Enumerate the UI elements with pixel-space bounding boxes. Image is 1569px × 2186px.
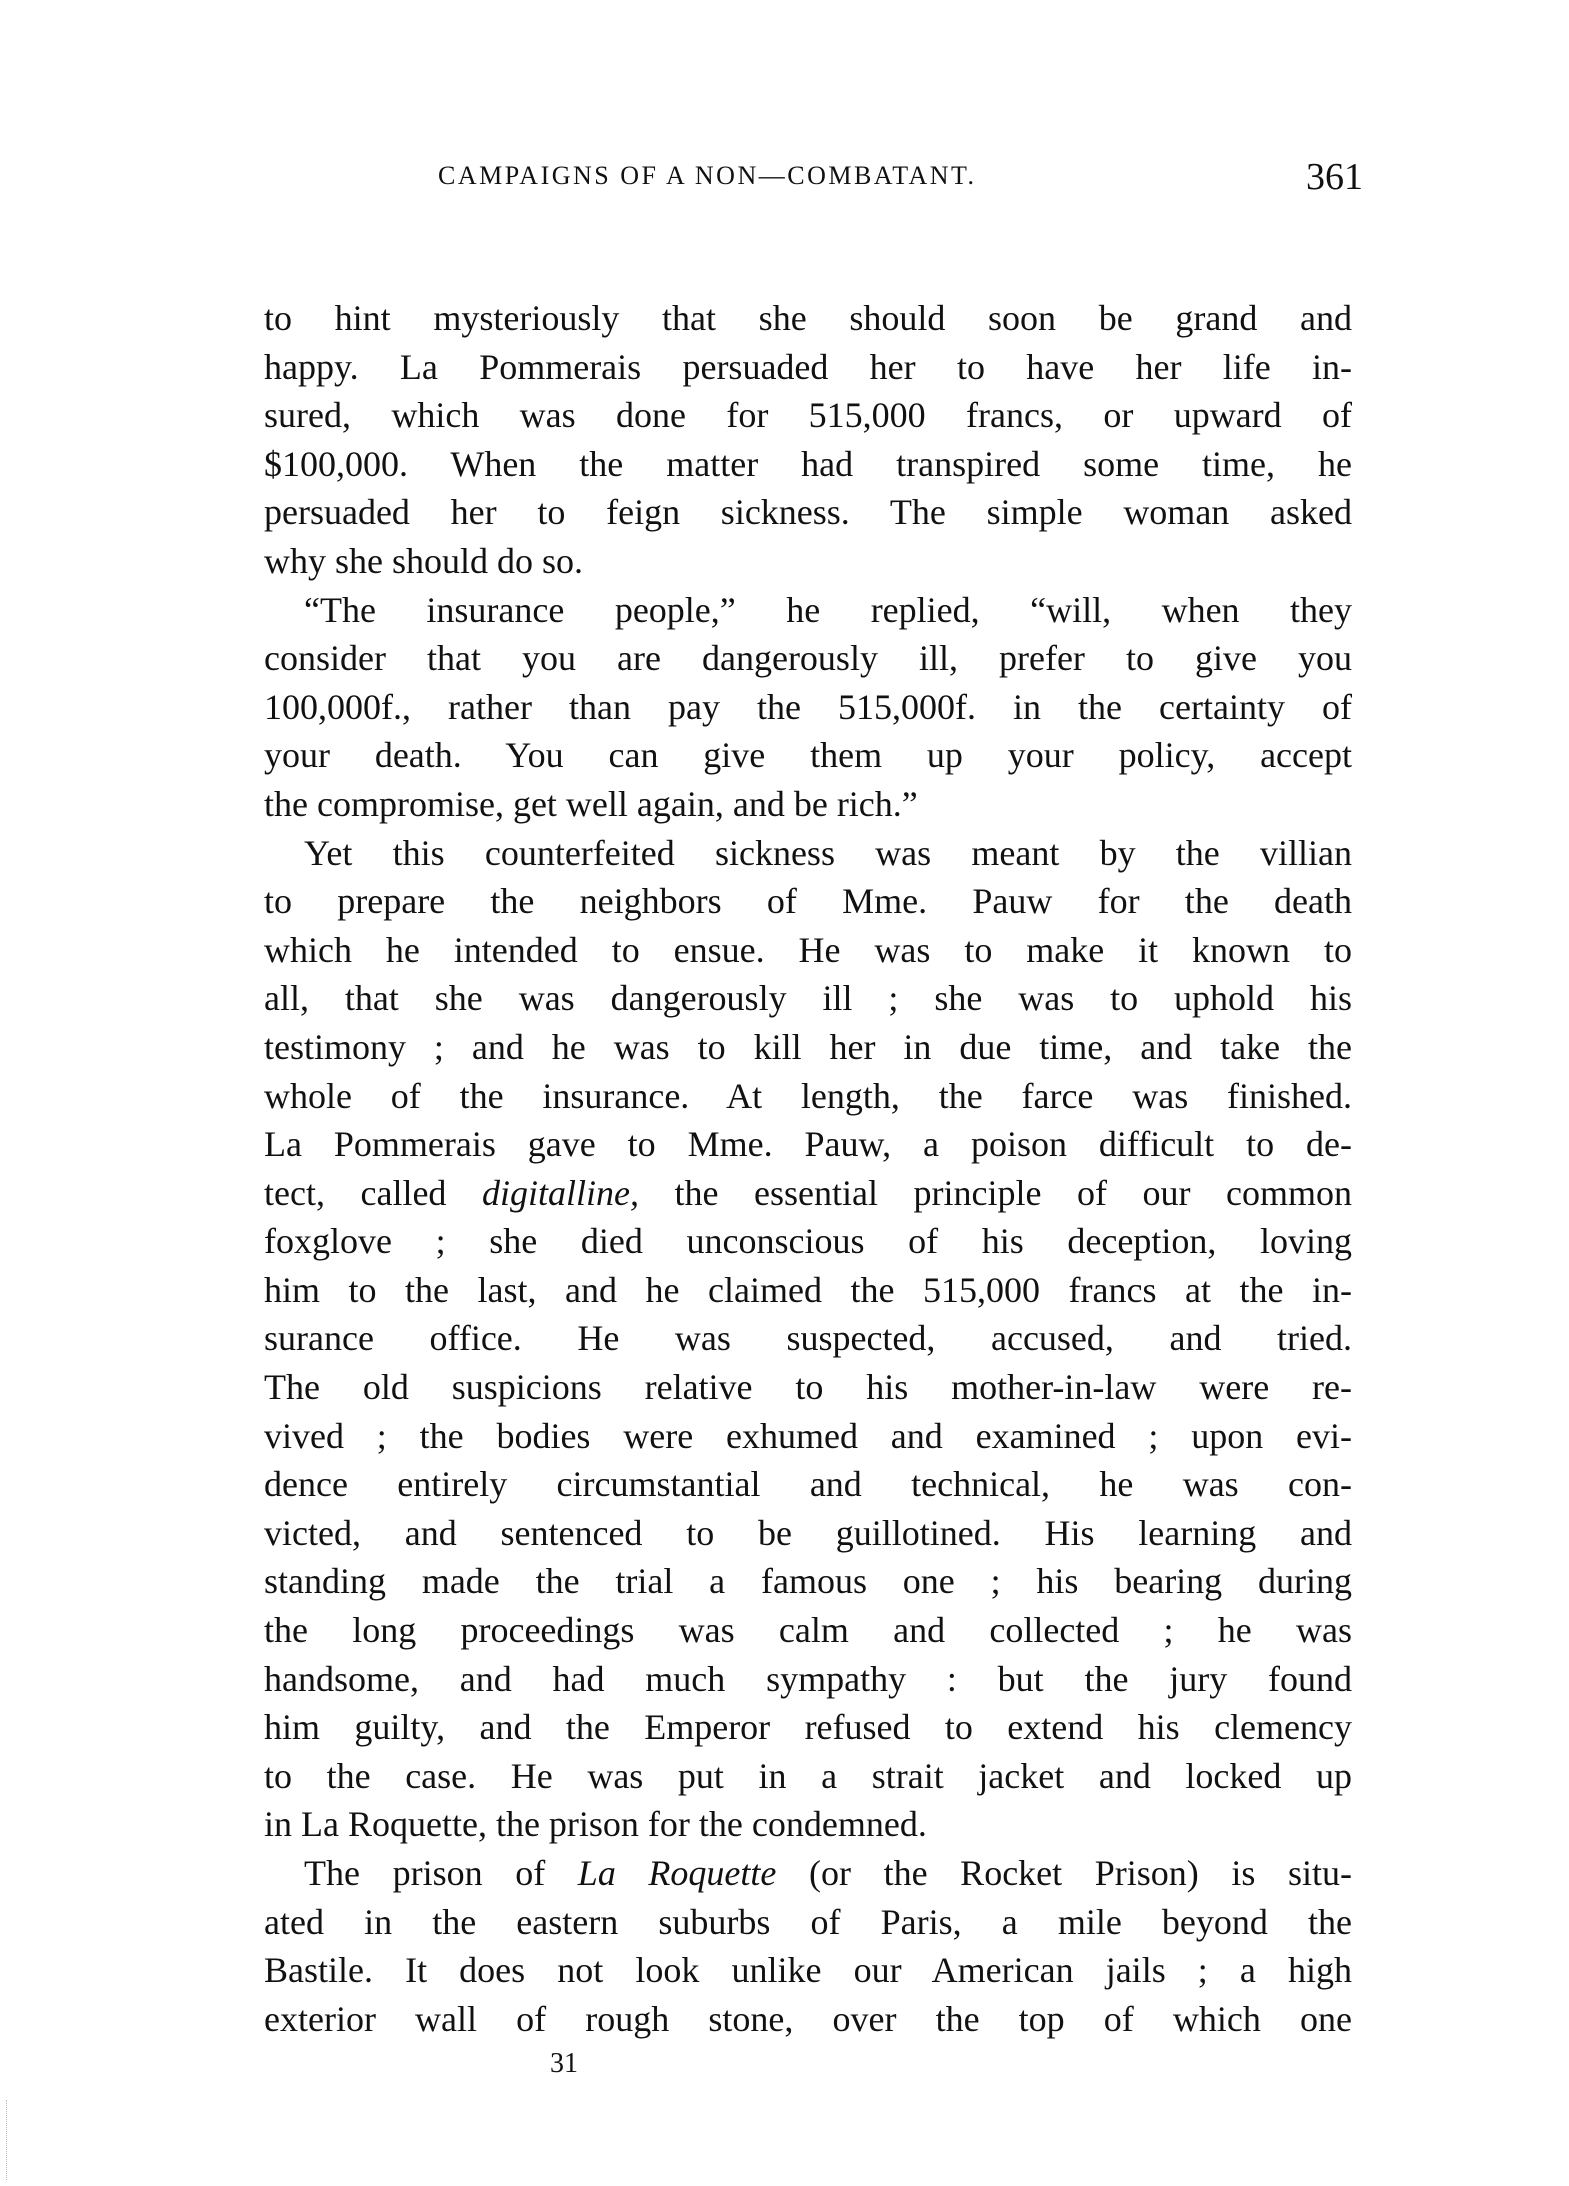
running-title: CAMPAIGNS OF A NON—COMBATANT. [438, 161, 977, 190]
text-line: testimony ; and he was to kill her in due time, and take the [264, 1026, 1352, 1067]
text-line: all, that she was dangerously ill ; she was to uphold his [264, 978, 1352, 1019]
text-line: “The insurance people,” he replied, “will, when they [304, 589, 1352, 630]
text-line: the long proceedings was calm and collected ; he was [264, 1610, 1352, 1651]
text-line: to prepare the neighbors of Mme. Pauw for the death [264, 881, 1352, 922]
text-line: 100,000f., rather than pay the 515,000f. in the certainty of [264, 686, 1352, 727]
text-line: Yet this counterfeited sickness was meant by the villian [304, 832, 1352, 873]
text-line: La Pommerais gave to Mme. Pauw, a poison difficult to de- [264, 1124, 1352, 1165]
text-line: happy. La Pommerais persuaded her to have her life in- [264, 346, 1352, 387]
text-line: The old suspicions relative to his mother-in-law were re- [264, 1367, 1352, 1408]
text-line: Bastile. It does not look unlike our American jails ; a high [264, 1950, 1352, 1991]
text-line: foxglove ; she died unconscious of his deception, loving [264, 1221, 1352, 1262]
text-line: him guilty, and the Emperor refused to extend his clemency [264, 1707, 1352, 1748]
text-line: $100,000. When the matter had transpired some time, he [264, 443, 1352, 484]
text-line: ated in the eastern suburbs of Paris, a mile beyond the [264, 1901, 1352, 1942]
text-line: why she should do so. [264, 540, 584, 581]
text-line: victed, and sentenced to be guillotined. His learning and [264, 1512, 1352, 1553]
page-number: 361 [1306, 156, 1363, 198]
text-segment: The prison of [304, 1853, 578, 1893]
text-line: vived ; the bodies were exhumed and examined ; upon evi- [264, 1415, 1352, 1456]
italic-term: La Roquette [577, 1853, 777, 1893]
text-line: to the case. He was put in a strait jacket and locked up [264, 1755, 1352, 1796]
text-line: surance office. He was suspected, accused, and tried. [264, 1318, 1352, 1359]
text-line [264, 1849, 1352, 1898]
text-line: your death. You can give them up your policy, accept [264, 735, 1352, 776]
body-text [264, 294, 1352, 2043]
signature-mark: 31 [550, 2048, 578, 2079]
text-line [264, 1169, 1352, 1218]
text-line: persuaded her to feign sickness. The simple woman asked [264, 492, 1352, 533]
text-line: dence entirely circumstantial and technical, he was con- [264, 1464, 1352, 1505]
text-segment: the essential principle of our common [638, 1172, 1352, 1213]
text-line: the compromise, get well again, and be rich.” [264, 783, 918, 824]
text-segment: tect, called [264, 1172, 482, 1213]
text-line: to hint mysteriously that she should soon be grand and [264, 298, 1352, 338]
running-header [0, 155, 1569, 199]
text-segment: (or the Rocket Prison) is situ- [776, 1853, 1352, 1893]
text-line: him to the last, and he claimed the 515,000 francs at the in- [264, 1269, 1352, 1310]
text-line: in La Roquette, the prison for the condemned. [264, 1804, 927, 1845]
text-line: whole of the insurance. At length, the farce was finished. [264, 1075, 1352, 1116]
text-line: standing made the trial a famous one ; his bearing during [264, 1561, 1352, 1602]
margin-dots [6, 2100, 9, 2180]
text-line: which he intended to ensue. He was to make it known to [264, 929, 1352, 970]
text-line: handsome, and had much sympathy : but the jury found [264, 1658, 1352, 1699]
italic-term: digitalline, [481, 1172, 639, 1213]
text-line: sured, which was done for 515,000 francs, or upward of [264, 395, 1352, 436]
text-line: exterior wall of rough stone, over the top of which one [264, 1998, 1352, 2039]
text-line: consider that you are dangerously ill, prefer to give you [264, 638, 1352, 679]
